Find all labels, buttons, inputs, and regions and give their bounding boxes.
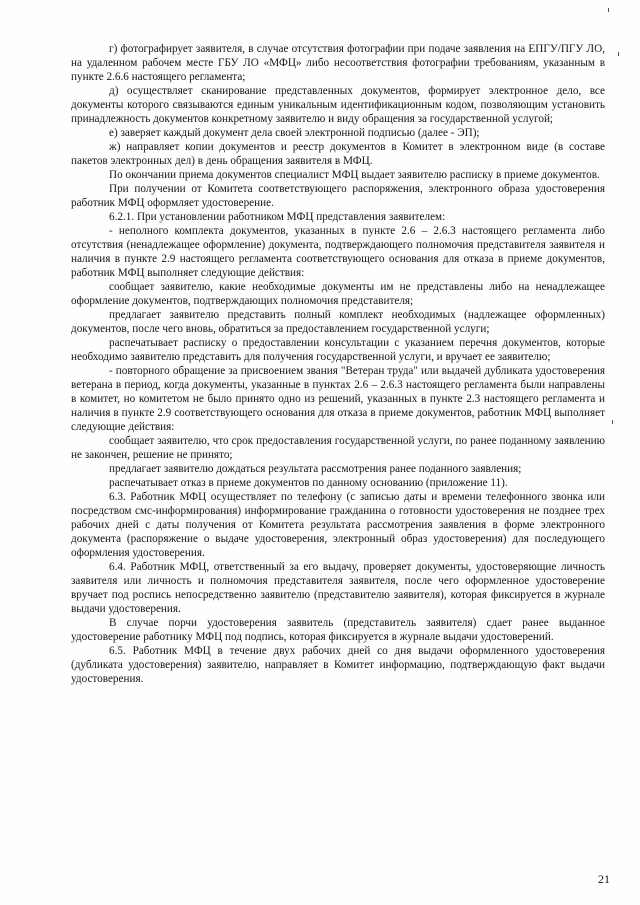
paragraph-6-3: 6.3. Работник МФЦ осуществляет по телефону (с записью даты и времени телефонного звонка или посредством смс-информирования) информирование гражданина о готовности удостоверения не позднее трех рабочих дней с даты получения от Комитета результата рассмотрения заявления в форме электронного документа (распоряжение о выдаче удостоверения, электронный образ удостоверения) для последующего оформления удостоверения.	[71, 491, 605, 559]
paragraph-receipt: По окончании приема документов специалист МФЦ выдает заявителю расписку в приеме документов.	[109, 169, 600, 181]
page-number: 21	[598, 872, 610, 886]
paragraph-repeat: - повторного обращение за присвоением звания "Ветеран труда" или выдачей дубликата удостоверения ветерана в период, когда документы, указанные в пунктах 2.6 – 2.6.3 настоящего регламента были направлены в комитет, но комитетом не было принято одно из решений, указанных в пункте 2.3 настоящего регламента и наличия в пункте 2.9 соответствующего основания для отказа в приеме документов, работник МФЦ выполняет следующие действия:	[71, 365, 605, 433]
paragraph-g: г) фотографирует заявителя, в случае отсутствия фотографии при подаче заявления на ЕПГУ/ПГУ ЛО, на удаленном рабочем месте ГБУ ЛО «МФЦ» либо несоответствия фотографии требованиям, указанным в пункте 2.6.6 настоящего регламента;	[71, 43, 605, 83]
paragraph-6-5: 6.5. Работник МФЦ в течение двух рабочих дней со дня выдачи оформленного удостоверения (дубликата удостоверения) заявителю, направляет в Комитет информацию, подтверждающую факт выдачи удостоверения.	[71, 645, 605, 685]
paragraph-term: сообщает заявителю, что срок предоставления государственной услуги, по ранее поданному заявлению не закончен, решение не принято;	[71, 435, 605, 461]
paragraph-d: д) осуществляет сканирование представленных документов, формирует электронное дело, все документы которого связываются единым уникальным идентификационным кодом, позволяющим установить принадлежность документов конкретному заявителю и виду обращения за государственной услугой;	[71, 85, 605, 125]
scan-speck	[608, 8, 609, 12]
paragraph-zh: ж) направляет копии документов и реестр документов в Комитет в электронном виде (в составе пакетов электронных дел) в день обращения заявителя в МФЦ.	[71, 141, 605, 167]
paragraph-print-receipt: распечатывает расписку о предоставлении консультации с указанием перечня документов, которые необходимо заявителю представить для получения государственной услуги, и вручает ее заявителю;	[71, 337, 605, 363]
paragraph-damage: В случае порчи удостоверения заявитель (представитель заявителя) сдает ранее выданное удостоверение работнику МФЦ под подпись, которая фиксируется в журнале выдачи удостоверений.	[71, 617, 605, 643]
paragraph-inform: сообщает заявителю, какие необходимые документы им не представлены либо на ненадлежащее оформление документов, подтверждающих полномочия представителя;	[71, 281, 605, 307]
body-text	[71, 42, 605, 686]
paragraph-6-4: 6.4. Работник МФЦ, ответственный за его выдачу, проверяет документы, удостоверяющие личность заявителя или личность и полномочия представителя заявителя, после чего оформленное удостоверение вручает под роспись непосредственно заявителю (представителю заявителя), которая фиксируется в журнале выдачи удостоверения.	[71, 561, 605, 615]
paragraph-refusal: распечатывает отказ в приеме документов по данному основанию (приложение 11).	[109, 477, 508, 489]
paragraph-issue: При получении от Комитета соответствующего распоряжения, электронного образа удостоверения работник МФЦ оформляет удостоверение.	[71, 183, 605, 209]
paragraph-e: е) заверяет каждый документ дела своей электронной подписью (далее - ЭП);	[109, 127, 480, 139]
scan-speck	[618, 52, 619, 56]
paragraph-propose: предлагает заявителю представить полный комплект необходимых (надлежащее оформленных) документов, после чего вновь, обратиться за предоставлением государственной услуги;	[71, 309, 605, 335]
scan-speck	[612, 420, 613, 424]
paragraph-incomplete: - неполного комплекта документов, указанных в пункте 2.6 – 2.6.3 настоящего регламента либо отсутствия (ненадлежащее оформление) документа, подтверждающего полномочия представителя заявителя и наличия в пункте 2.9 настоящего регламента соответствующего основания для отказа в приеме документов, работник МФЦ выполняет следующие действия:	[71, 225, 605, 279]
paragraph-wait: предлагает заявителю дождаться результата рассмотрения ранее поданного заявления;	[109, 463, 522, 475]
paragraph-6-2-1: 6.2.1. При установлении работником МФЦ представления заявителем:	[109, 211, 446, 223]
